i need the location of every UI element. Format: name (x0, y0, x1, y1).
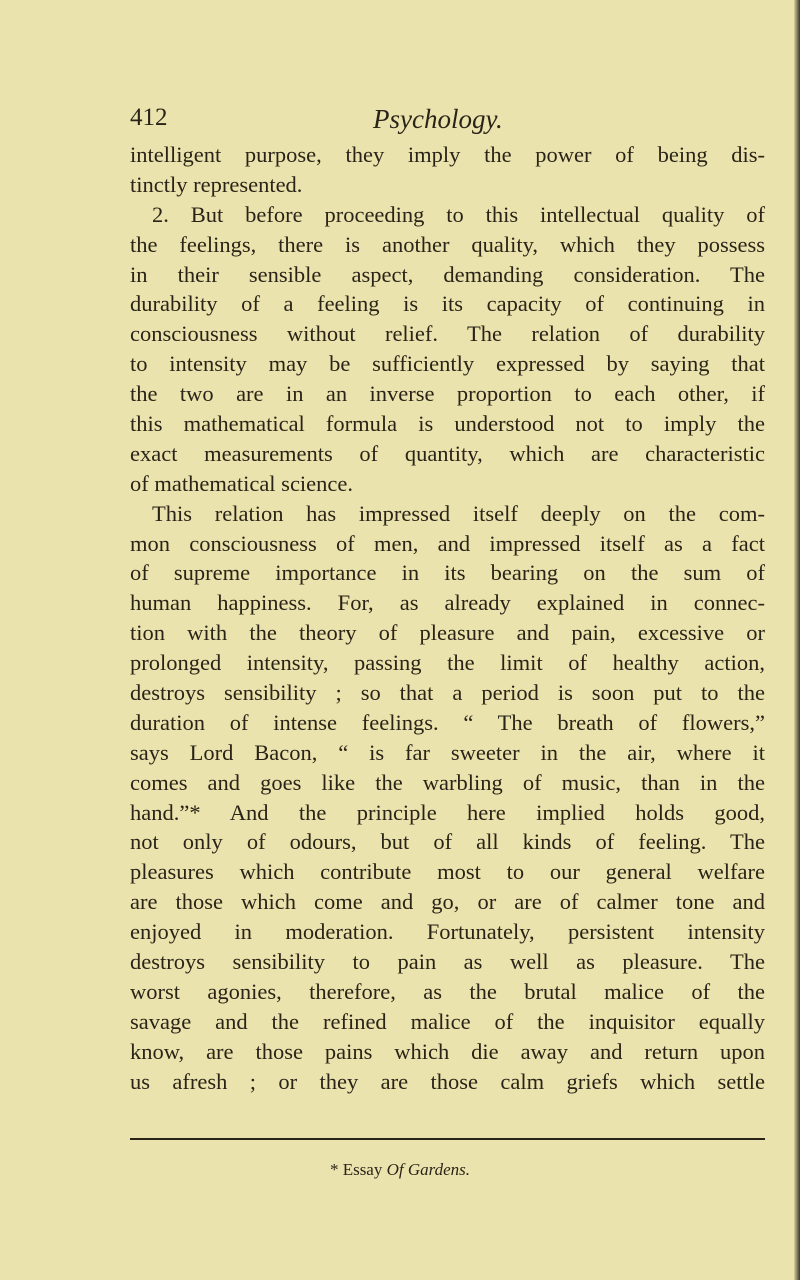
text-line: pleasures which contribute most to our general welfare (130, 859, 765, 885)
text-line: the two are in an inverse proportion to each other, if (130, 381, 765, 407)
text-line: consciousness without relief. The relation of durability (130, 321, 765, 347)
page-header (130, 104, 765, 140)
text-line: tinctly represented. (130, 171, 303, 197)
text-line: mon consciousness of men, and impressed itself as a fact (130, 530, 765, 556)
text-line: human happiness. For, as already explained in connec- (130, 590, 765, 616)
text-line: worst agonies, therefore, as the brutal malice of the (130, 978, 765, 1004)
text-line: of mathematical science. (130, 470, 354, 496)
text-line: duration of intense feelings. “ The breath of flowers,” (130, 709, 765, 735)
text-line: us afresh ; or they are those calm griefs which settle (130, 1068, 765, 1094)
text-line: destroys sensibility to pain as well as pleasure. The (130, 949, 765, 975)
text-line: in their sensible aspect, demanding consideration. The (130, 261, 765, 287)
text-line: durability of a feeling is its capacity of continuing in (130, 291, 765, 317)
text-line: of supreme importance in its bearing on the sum of (130, 560, 765, 586)
text-line: this mathematical formula is understood not to imply the (130, 411, 765, 437)
text-line: intelligent purpose, they imply the power of being dis- (130, 142, 765, 167)
running-title: Psychology. (373, 104, 503, 134)
text-line: destroys sensibility ; so that a period is soon put to the (130, 680, 765, 706)
text-line: the feelings, there is another quality, which they possess (130, 231, 765, 257)
footnote-rule (130, 1138, 765, 1140)
text-line: This relation has impressed itself deeply on the com- (152, 500, 765, 526)
page-number: 412 (130, 104, 168, 131)
footnote-marker: * Essay (329, 1160, 383, 1179)
text-line: enjoyed in moderation. Fortunately, persistent intensity (130, 919, 765, 945)
text-line: hand.”* And the principle here implied holds good, (130, 799, 765, 825)
text-line: exact measurements of quantity, which are characteristic (130, 440, 765, 466)
text-line: not only of odours, but of all kinds of feeling. The (130, 829, 765, 855)
page-edge (794, 0, 800, 1280)
text-line: prolonged intensity, passing the limit of healthy action, (130, 650, 765, 676)
footnote-title: Of Gardens. (386, 1160, 471, 1179)
text-line: savage and the refined malice of the inquisitor equally (130, 1008, 765, 1034)
text-line: are those which come and go, or are of calmer tone and (130, 889, 765, 915)
body-text (130, 140, 765, 1097)
text-line: to intensity may be sufficiently expressed by saying that (130, 351, 765, 377)
text-line: tion with the theory of pleasure and pain, excessive or (130, 620, 765, 646)
text-line: says Lord Bacon, “ is far sweeter in the air, where it (130, 739, 765, 765)
footnote (0, 1160, 800, 1180)
text-line: comes and goes like the warbling of music, than in the (130, 769, 765, 795)
text-line: 2. But before proceeding to this intellectual quality of (152, 201, 765, 227)
text-line: know, are those pains which die away and return upon (130, 1038, 765, 1064)
